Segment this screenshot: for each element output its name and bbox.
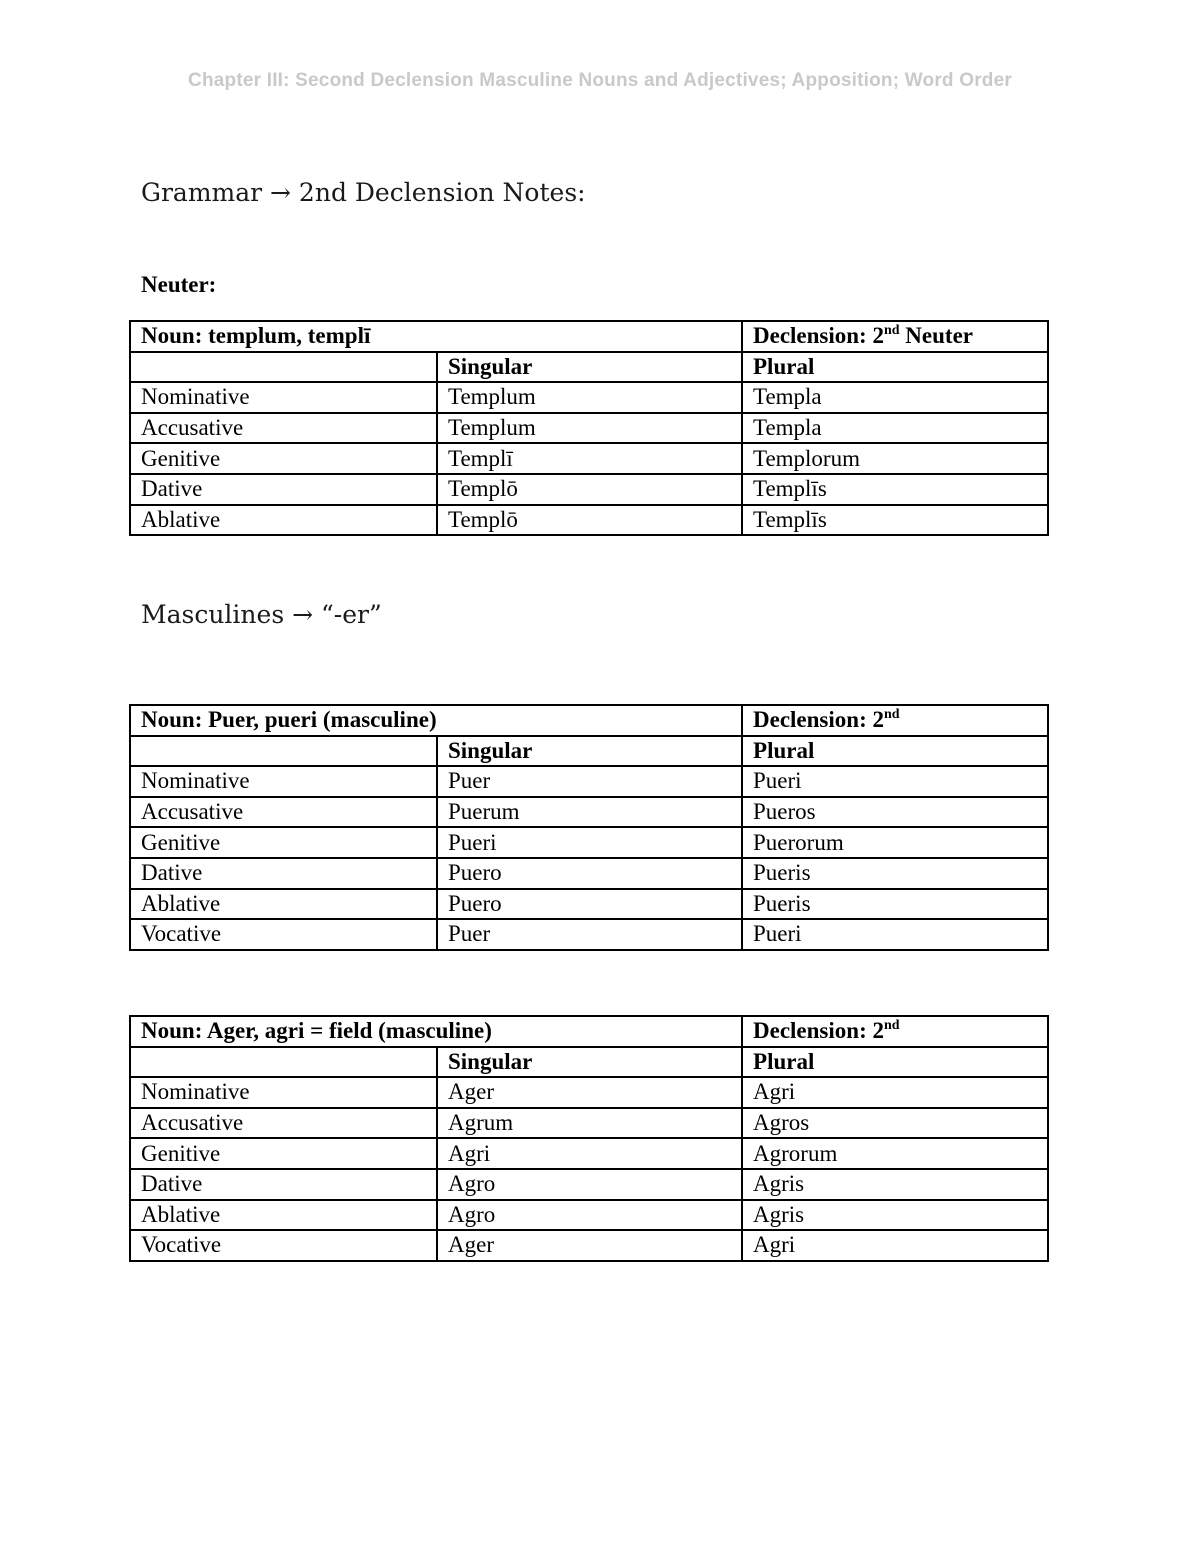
plural-cell: Pueris: [742, 858, 1048, 889]
table-row: [130, 827, 1048, 858]
table-row: [130, 382, 1048, 413]
declension-prefix: Declension: 2: [753, 323, 884, 349]
running-header: Chapter III: Second Declension Masculine Nouns and Adjectives; Apposition; Word Order: [188, 70, 1012, 91]
case-cell: Dative: [130, 1169, 437, 1200]
case-cell: Genitive: [130, 443, 437, 474]
singular-header: Singular: [437, 1047, 742, 1078]
column-header-row: [130, 736, 1048, 767]
declension-suffix: Neuter: [899, 323, 973, 349]
plural-cell: Agri: [742, 1230, 1048, 1261]
case-cell: Ablative: [130, 1200, 437, 1231]
case-cell: Vocative: [130, 1230, 437, 1261]
singular-header: Singular: [437, 736, 742, 767]
case-cell: Accusative: [130, 797, 437, 828]
declension-table-ager: [129, 1015, 1049, 1262]
case-header-empty: [130, 1047, 437, 1078]
plural-cell: Agrorum: [742, 1138, 1048, 1169]
singular-cell: Agrum: [437, 1108, 742, 1139]
declension-ordinal: nd: [883, 1018, 900, 1034]
singular-cell: Templum: [437, 413, 742, 444]
declension-prefix: Declension: 2: [753, 1018, 884, 1044]
declension-label: [742, 705, 1048, 736]
plural-cell: Templa: [742, 413, 1048, 444]
plural-header: Plural: [742, 736, 1048, 767]
case-cell: Ablative: [130, 505, 437, 536]
plural-cell: Pueri: [742, 919, 1048, 950]
neuter-label: Neuter:: [141, 272, 217, 297]
singular-cell: Templum: [437, 382, 742, 413]
case-cell: Dative: [130, 474, 437, 505]
plural-cell: Templorum: [742, 443, 1048, 474]
plural-header: Plural: [742, 1047, 1048, 1078]
plural-cell: Templa: [742, 382, 1048, 413]
declension-label: [742, 321, 1048, 352]
singular-cell: Ager: [437, 1230, 742, 1261]
table-title-row: [130, 705, 1048, 736]
singular-cell: Templō: [437, 474, 742, 505]
table-row: [130, 1169, 1048, 1200]
table-row: [130, 443, 1048, 474]
singular-cell: Puer: [437, 919, 742, 950]
case-cell: Genitive: [130, 1138, 437, 1169]
noun-title: Noun: Ager, agri = field (masculine): [130, 1016, 742, 1047]
table-row: [130, 858, 1048, 889]
case-cell: Nominative: [130, 766, 437, 797]
table-row: [130, 474, 1048, 505]
plural-cell: Agri: [742, 1077, 1048, 1108]
plural-cell: Agros: [742, 1108, 1048, 1139]
table-row: [130, 1077, 1048, 1108]
table-row: [130, 505, 1048, 536]
plural-cell: Pueros: [742, 797, 1048, 828]
singular-cell: Agro: [437, 1200, 742, 1231]
declension-ordinal: nd: [883, 323, 900, 339]
table-row: [130, 1200, 1048, 1231]
case-cell: Accusative: [130, 1108, 437, 1139]
table-row: [130, 413, 1048, 444]
declension-label: [742, 1016, 1048, 1047]
case-cell: Ablative: [130, 889, 437, 920]
declension-table-templum: [129, 320, 1049, 536]
singular-cell: Puer: [437, 766, 742, 797]
plural-cell: Pueri: [742, 766, 1048, 797]
singular-cell: Pueri: [437, 827, 742, 858]
declension-table-puer: [129, 704, 1049, 951]
table-row: [130, 889, 1048, 920]
singular-cell: Puero: [437, 889, 742, 920]
declension-ordinal: nd: [883, 707, 900, 723]
plural-cell: Templīs: [742, 474, 1048, 505]
table-row: [130, 766, 1048, 797]
table-title-row: [130, 1016, 1048, 1047]
plural-cell: Puerorum: [742, 827, 1048, 858]
singular-cell: Puero: [437, 858, 742, 889]
case-header-empty: [130, 736, 437, 767]
plural-cell: Agris: [742, 1169, 1048, 1200]
column-header-row: [130, 352, 1048, 383]
singular-header: Singular: [437, 352, 742, 383]
plural-cell: Agris: [742, 1200, 1048, 1231]
singular-cell: Templī: [437, 443, 742, 474]
table-row: [130, 919, 1048, 950]
table-row: [130, 1108, 1048, 1139]
case-cell: Vocative: [130, 919, 437, 950]
noun-title: Noun: Puer, pueri (masculine): [130, 705, 742, 736]
noun-title: Noun: templum, templī: [130, 321, 742, 352]
singular-cell: Ager: [437, 1077, 742, 1108]
declension-prefix: Declension: 2: [753, 707, 884, 733]
section-heading: Grammar → 2nd Declension Notes:: [141, 178, 586, 207]
case-cell: Genitive: [130, 827, 437, 858]
table-row: [130, 1138, 1048, 1169]
plural-cell: Pueris: [742, 889, 1048, 920]
singular-cell: Templō: [437, 505, 742, 536]
table-row: [130, 797, 1048, 828]
case-cell: Accusative: [130, 413, 437, 444]
singular-cell: Agro: [437, 1169, 742, 1200]
singular-cell: Agri: [437, 1138, 742, 1169]
case-header-empty: [130, 352, 437, 383]
column-header-row: [130, 1047, 1048, 1078]
case-cell: Nominative: [130, 382, 437, 413]
case-cell: Nominative: [130, 1077, 437, 1108]
masculines-heading: Masculines → “-er”: [141, 600, 382, 629]
singular-cell: Puerum: [437, 797, 742, 828]
plural-header: Plural: [742, 352, 1048, 383]
table-title-row: [130, 321, 1048, 352]
case-cell: Dative: [130, 858, 437, 889]
plural-cell: Templīs: [742, 505, 1048, 536]
table-row: [130, 1230, 1048, 1261]
